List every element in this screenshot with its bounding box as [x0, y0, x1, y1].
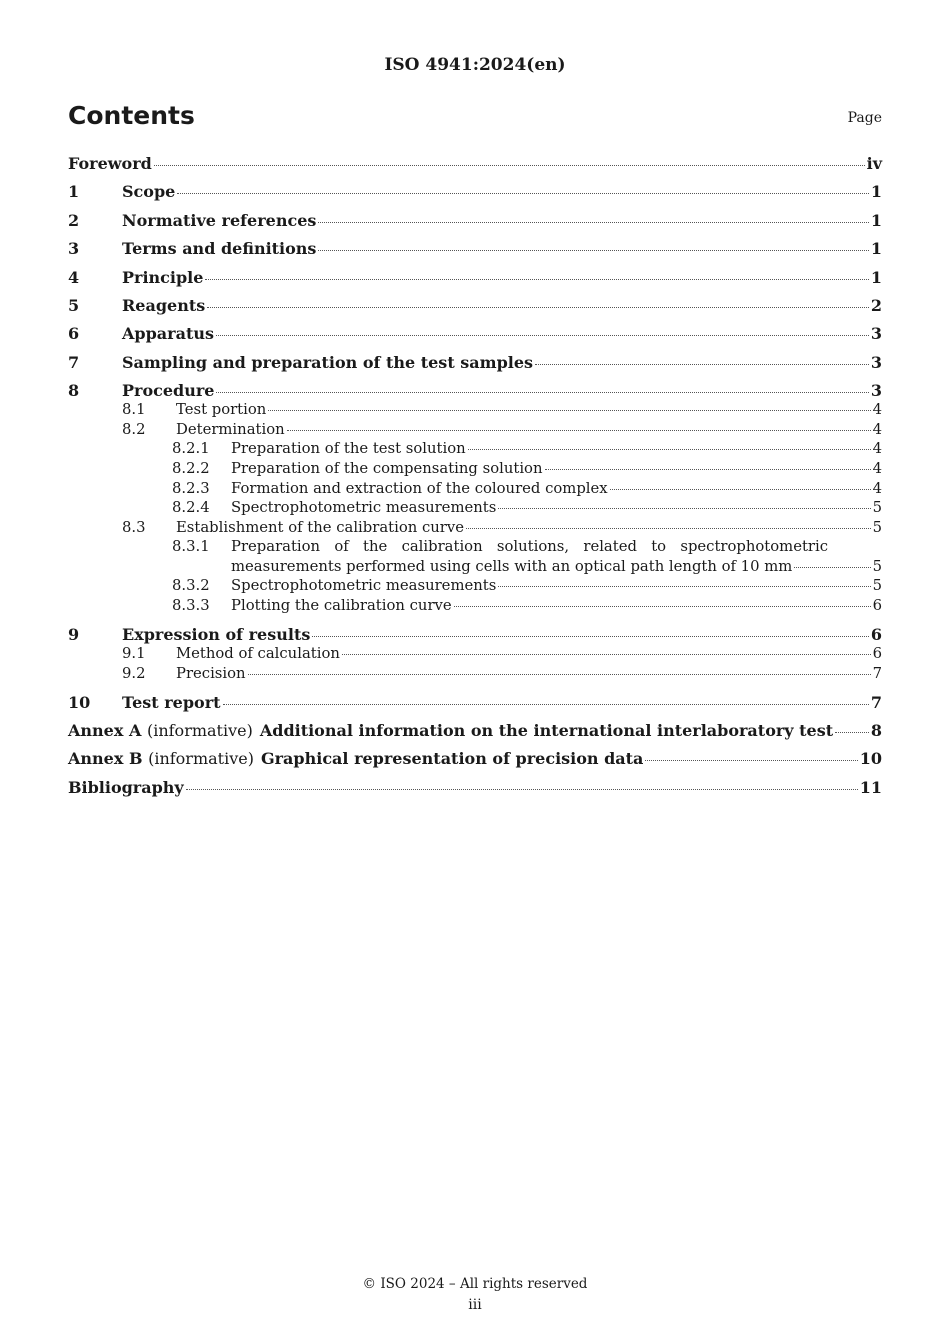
toc-title: Preparation of the compensating solution [231, 459, 543, 477]
toc-number: 8.2.4 [172, 499, 210, 517]
toc-entry-8-2-3[interactable] [68, 479, 882, 499]
toc-number: 3 [68, 239, 80, 259]
toc-word: calibration [401, 538, 483, 556]
toc-title-line2 [231, 557, 882, 577]
toc-entry-9-2[interactable] [68, 664, 882, 684]
dot-leader [342, 654, 871, 655]
toc-page: 4 [872, 401, 882, 419]
toc-title: Spectrophotometric measurements [231, 577, 497, 595]
toc-page: 7 [870, 692, 882, 712]
toc-number: 8 [68, 381, 80, 401]
toc-word: Preparation [231, 538, 321, 556]
toc-number: 4 [68, 267, 80, 287]
toc-title: Formation and extraction of the coloured complex [231, 479, 608, 497]
dot-leader [207, 307, 869, 308]
toc-page: 3 [870, 352, 882, 372]
toc-entry-1[interactable] [68, 182, 882, 201]
annex-label: Annex A [68, 721, 142, 741]
toc-title: Preparation of the test solution [231, 440, 466, 458]
toc-title: Method of calculation [176, 645, 340, 663]
toc-entry-8-2-4[interactable] [68, 498, 882, 518]
toc-number: 6 [68, 324, 80, 344]
toc-number: 8.3.3 [172, 597, 210, 615]
toc-number: 8.2.3 [172, 479, 210, 497]
toc-title: Bibliography [68, 777, 184, 797]
toc-title: Spectrophotometric measurements [231, 499, 497, 517]
toc-page: iv [866, 154, 882, 173]
toc-title: Foreword [68, 154, 152, 173]
dot-leader [835, 732, 869, 733]
toc-entry-8-2[interactable] [68, 420, 882, 440]
toc-page: 6 [870, 625, 882, 645]
toc-entry-8-3-2[interactable] [68, 576, 882, 596]
toc-page: 11 [859, 777, 882, 797]
toc-entry-8[interactable] [68, 381, 882, 400]
toc-page: 5 [872, 557, 882, 575]
toc-title: Precision [176, 664, 246, 682]
toc-entry-6[interactable] [68, 324, 882, 343]
toc-entry-8-2-1[interactable] [68, 439, 882, 459]
toc-page: 8 [870, 721, 882, 741]
dot-leader [177, 193, 869, 194]
toc-page: 4 [872, 420, 882, 438]
toc-title: Apparatus [122, 324, 214, 344]
toc-number: 7 [68, 352, 80, 372]
toc-title: Graphical representation of precision data [260, 749, 644, 769]
toc-entry-8-1[interactable] [68, 400, 882, 420]
toc-entry-annex-b[interactable] [68, 749, 882, 768]
dot-leader [794, 567, 870, 568]
dot-leader [216, 335, 869, 336]
toc-title: Procedure [122, 381, 215, 401]
toc-entry-3[interactable] [68, 239, 882, 258]
toc-entry-annex-a[interactable] [68, 721, 882, 740]
dot-leader [268, 410, 870, 411]
toc-entry-foreword[interactable] [68, 154, 882, 173]
dot-leader [498, 586, 870, 587]
dot-leader [454, 606, 871, 607]
toc-entry-8-2-2[interactable] [68, 459, 882, 479]
toc-page: 3 [870, 381, 882, 401]
toc-page: 2 [870, 295, 882, 315]
toc-page: 1 [870, 239, 882, 259]
toc-number: 5 [68, 295, 80, 315]
document-id: ISO 4941:2024(en) [384, 55, 566, 75]
dot-leader [535, 364, 869, 365]
toc-word: solutions, [496, 538, 570, 556]
toc-page: 1 [870, 267, 882, 287]
toc-page: 5 [872, 577, 882, 595]
toc-number: 9.2 [122, 664, 146, 682]
toc-entry-9[interactable] [68, 625, 882, 644]
toc-entry-8-3[interactable] [68, 518, 882, 538]
dot-leader [318, 222, 868, 223]
page-number: iii [468, 1297, 482, 1313]
toc-title: Test portion [176, 401, 267, 419]
toc-number: 8.3 [122, 518, 146, 536]
dot-leader [545, 469, 871, 470]
toc-title: Sampling and preparation of the test samples [122, 352, 534, 372]
toc-entry-5[interactable] [68, 296, 882, 315]
toc-title-wrapped [231, 537, 882, 576]
toc-title: Expression of results [122, 625, 311, 645]
toc-page: 5 [872, 518, 882, 536]
toc-entry-8-3-1[interactable] [68, 537, 882, 576]
toc-page: 6 [872, 597, 882, 615]
toc-title: Scope [122, 182, 176, 202]
toc-page: 1 [870, 182, 882, 202]
dot-leader [186, 789, 858, 790]
toc-entry-8-3-3[interactable] [68, 596, 882, 616]
toc-title-line1 [231, 537, 882, 557]
toc-page: 3 [870, 324, 882, 344]
toc-title: Determination [176, 420, 285, 438]
dot-leader [248, 674, 871, 675]
dot-leader [154, 165, 865, 166]
toc-number: 8.2.2 [172, 459, 210, 477]
toc-number: 8.3.2 [172, 577, 210, 595]
copyright-notice: © ISO 2024 – All rights reserved [362, 1276, 588, 1292]
toc-page: 4 [872, 440, 882, 458]
toc-number: 9.1 [122, 645, 146, 663]
toc-number: 8.3.1 [172, 538, 210, 556]
dot-leader [645, 760, 857, 761]
toc-page: 6 [872, 645, 882, 663]
contents-heading: Contents [68, 101, 195, 130]
dot-leader [318, 250, 868, 251]
toc-title: Principle [122, 267, 204, 287]
toc-number: 9 [68, 625, 80, 645]
toc-title: Test report [122, 692, 221, 712]
dot-leader [223, 704, 869, 705]
toc-word: the [363, 538, 388, 556]
toc-page: 5 [872, 499, 882, 517]
dot-leader [468, 449, 871, 450]
toc-number: 1 [68, 182, 80, 202]
dot-leader [466, 528, 871, 529]
toc-title: Reagents [122, 295, 206, 315]
toc-page: 7 [872, 664, 882, 682]
annex-label: Annex B [68, 749, 143, 769]
toc-title: measurements performed using cells with an optical path length of 10 mm [231, 557, 793, 575]
toc-title: Normative references [122, 210, 317, 230]
toc-number: 8.2.1 [172, 440, 210, 458]
toc-entry-10[interactable] [68, 693, 882, 712]
toc-number: 10 [68, 692, 91, 712]
toc-entry-4[interactable] [68, 268, 882, 287]
toc-title: Terms and definitions [122, 239, 317, 259]
table-of-contents [68, 150, 882, 797]
toc-entry-7[interactable] [68, 353, 882, 372]
toc-title: Additional information on the international interlaboratory test [259, 721, 834, 741]
toc-word: of [334, 538, 349, 556]
toc-number: 2 [68, 210, 80, 230]
toc-page: 4 [872, 479, 882, 497]
dot-leader [312, 636, 869, 637]
toc-entry-9-1[interactable] [68, 644, 882, 664]
annex-informative: (informative) [148, 749, 254, 769]
toc-page: 4 [872, 459, 882, 477]
toc-number: 8.2 [122, 420, 146, 438]
dot-leader [610, 489, 871, 490]
toc-page: 1 [870, 210, 882, 230]
toc-title: Establishment of the calibration curve [176, 518, 464, 536]
dot-leader [498, 508, 870, 509]
toc-word: related [583, 538, 637, 556]
toc-word: to [651, 538, 667, 556]
annex-informative: (informative) [146, 721, 253, 741]
toc-title: Plotting the calibration curve [231, 597, 452, 615]
toc-entry-bibliography[interactable] [68, 778, 882, 797]
toc-number: 8.1 [122, 401, 146, 419]
page-column-label: Page [847, 110, 882, 126]
toc-page: 10 [859, 749, 882, 769]
dot-leader [216, 392, 868, 393]
dot-leader [205, 279, 868, 280]
toc-entry-2[interactable] [68, 211, 882, 230]
toc-word: spectrophotometric [680, 538, 828, 556]
dot-leader [287, 430, 871, 431]
